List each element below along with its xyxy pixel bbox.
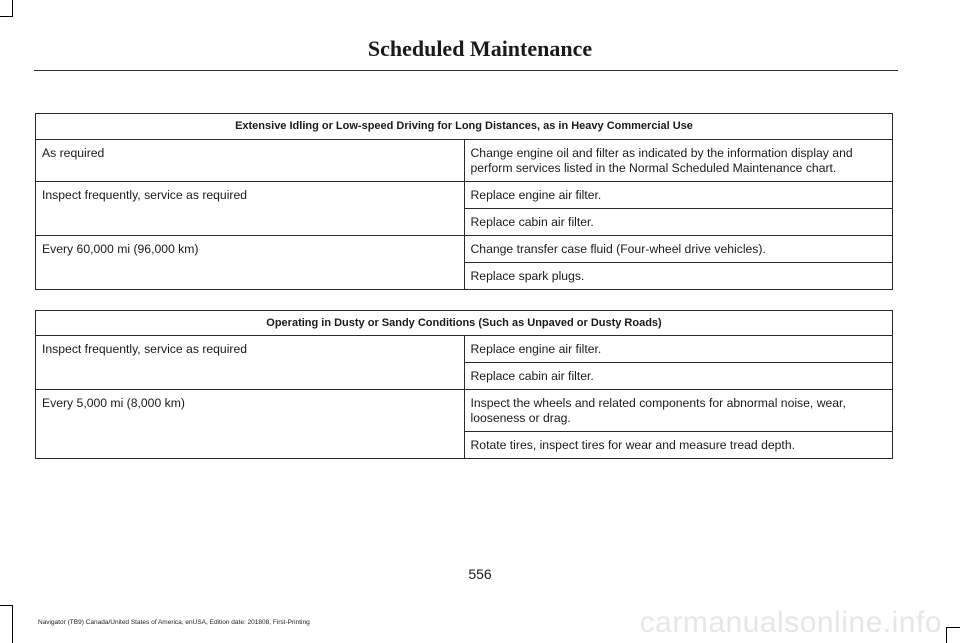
table-row [36, 182, 893, 209]
task-cell: Replace engine air filter. [464, 182, 893, 209]
table-row [36, 140, 893, 182]
interval-cell: Inspect frequently, service as required [36, 336, 465, 390]
maintenance-table-dusty [35, 310, 893, 459]
task-cell: Inspect the wheels and related components for abnormal noise, wear, looseness or drag. [464, 390, 893, 432]
page-title: Scheduled Maintenance [367, 36, 593, 61]
watermark: carmanualsonline.info [639, 606, 942, 639]
table-row [36, 390, 893, 432]
task-cell: Change transfer case fluid (Four-wheel drive vehicles). [464, 236, 893, 263]
interval-cell: Every 5,000 mi (8,000 km) [36, 390, 465, 459]
crop-mark [946, 627, 947, 643]
maintenance-table-idling [35, 113, 893, 290]
task-cell: Change engine oil and filter as indicated by the information display and perform services listed in the Normal Scheduled Maintenance chart. [464, 140, 893, 182]
edition-footer: Navigator (TB9) Canada/United States of America, enUSA, Edition date: 201808, First-Printing [38, 619, 310, 626]
task-cell: Replace spark plugs. [464, 263, 893, 290]
task-cell: Replace cabin air filter. [464, 209, 893, 236]
crop-mark [12, 605, 13, 643]
task-cell: Replace cabin air filter. [464, 363, 893, 390]
crop-mark [12, 0, 13, 16]
table-heading: Extensive Idling or Low-speed Driving for Long Distances, as in Heavy Commercial Use [36, 114, 893, 140]
table-heading: Operating in Dusty or Sandy Conditions (Such as Unpaved or Dusty Roads) [36, 311, 893, 336]
table-row [36, 336, 893, 363]
interval-cell: Every 60,000 mi (96,000 km) [36, 236, 465, 290]
task-cell: Rotate tires, inspect tires for wear and measure tread depth. [464, 432, 893, 459]
interval-cell: As required [36, 140, 465, 182]
crop-mark [0, 605, 13, 606]
task-cell: Replace engine air filter. [464, 336, 893, 363]
table-row [36, 236, 893, 263]
crop-mark [946, 627, 960, 628]
page-number: 556 [468, 566, 492, 582]
title-divider [34, 70, 898, 71]
interval-cell: Inspect frequently, service as required [36, 182, 465, 236]
crop-mark [0, 16, 13, 17]
